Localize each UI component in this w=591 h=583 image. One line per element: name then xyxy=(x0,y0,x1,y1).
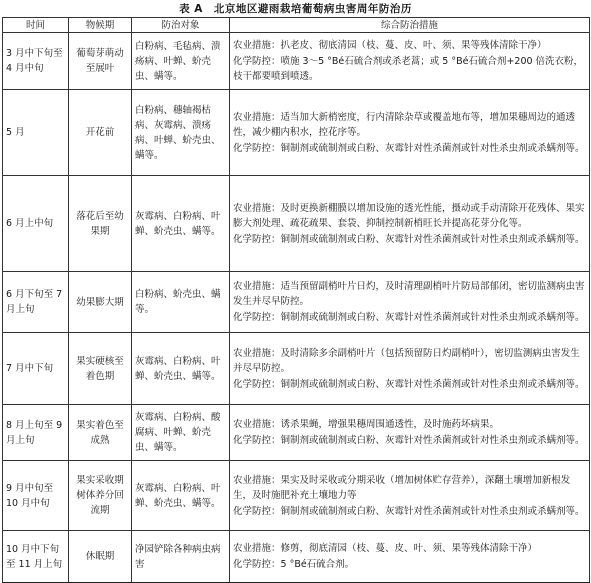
measures-cell xyxy=(230,461,590,531)
table-row xyxy=(3,461,590,531)
agri-measure: 农业措施：扒老皮、彻底清园（枝、蔓、皮、叶、须、果等残体清除干净） xyxy=(233,40,547,51)
chem-measure: 化学防控：铜制剂或硫制剂或白粉、灰霉针对性杀菌剂或针对性杀虫剂或杀螨剂等。 xyxy=(233,312,585,323)
targets-cell: 白粉病、毛毡病、溃疡病、叶蝉、蚧壳虫、螨等。 xyxy=(132,33,230,90)
measures-cell xyxy=(230,333,590,405)
targets-cell: 灰霉病、白粉病、叶蝉、蚧壳虫、螨等。 xyxy=(132,333,230,405)
targets-cell: 白粉病、穗轴褐枯病、灰霉病、溃疡病、叶蝉、蚧壳虫、螨等。 xyxy=(132,90,230,176)
agri-measure: 农业措施：适当加大新梢密度，行内清除杂草或覆盖地布等，增加果穗周边的通透性，减少棚内积水，控花序等。 xyxy=(233,111,576,138)
table-row xyxy=(3,405,590,461)
period-cell: 8 月上旬至 9 月上旬 xyxy=(3,405,69,461)
table-row xyxy=(3,333,590,405)
table-row xyxy=(3,176,590,272)
measures-cell xyxy=(230,531,590,583)
header-row xyxy=(3,18,590,33)
period-cell: 6 月上中旬 xyxy=(3,176,69,272)
chem-measure: 化学防控：铜制剂或硫制剂或白粉、灰霉针对性杀菌剂或针对性杀虫剂或杀螨剂等。 xyxy=(233,378,585,390)
measures-cell xyxy=(230,405,590,461)
table-row xyxy=(3,90,590,176)
agri-measure: 农业措施：及时清除多余副梢叶片（包括预留防日灼副梢叶），密切监测病虫害发生并尽早防控。 xyxy=(233,347,580,374)
agri-measure: 农业措施：修剪，彻底清园（枝、蔓、皮、叶、须、果等残体清除干净） xyxy=(233,543,538,554)
table-caption: 表 A 北京地区避雨栽培葡萄病虫害周年防治历 xyxy=(179,3,412,15)
period-cell: 10 月中下旬至 11 月上旬 xyxy=(3,531,69,583)
stage-cell: 果实硬核至着色期 xyxy=(69,333,132,405)
chem-measure: 化学防控：5 °Bé石硫合剂。 xyxy=(233,559,355,570)
stage-cell: 开花前 xyxy=(69,90,132,176)
period-cell: 3 月中下旬至 4 月中旬 xyxy=(3,33,69,90)
targets-cell: 净园铲除各种病虫病害 xyxy=(132,531,230,583)
header-targets: 防治对象 xyxy=(132,18,230,33)
targets-cell: 灰霉病、白粉病、酸腐病、叶蝉、蚧壳虫、螨等。 xyxy=(132,405,230,461)
table-row xyxy=(3,531,590,583)
table-row xyxy=(3,33,590,90)
header-measures: 综合防治措施 xyxy=(230,18,590,33)
period-cell: 6 月下旬至 7 月上旬 xyxy=(3,272,69,333)
stage-cell: 落花后至幼果期 xyxy=(69,176,132,272)
period-cell: 7 月中下旬 xyxy=(3,333,69,405)
measures-cell xyxy=(230,272,590,333)
measures-cell xyxy=(230,33,590,90)
period-cell: 5 月 xyxy=(3,90,69,176)
agri-measure: 农业措施：适当预留副梢叶片日灼，及时清理副梢叶片防局部郁闭，密切监测病虫害发生并尽早防控。 xyxy=(233,281,585,307)
stage-cell: 幼果膨大期 xyxy=(69,272,132,333)
header-stage: 物候期 xyxy=(69,18,132,33)
measures-cell xyxy=(230,90,590,176)
targets-cell: 灰霉病、白粉病、叶蝉、蚧壳虫、螨等。 xyxy=(132,461,230,531)
stage-cell: 休眠期 xyxy=(69,531,132,583)
period-cell: 9 月中旬至 10 月中旬 xyxy=(3,461,69,531)
chem-measure: 化学防控：铜制剂或硫制剂或白粉、灰霉针对性杀菌剂或针对性杀虫剂或杀螨剂等。 xyxy=(233,505,585,517)
chem-measure: 化学防控：铜制剂或硫制剂或白粉、灰霉针对性杀菌剂或针对性杀虫剂或杀螨剂等。 xyxy=(233,233,585,245)
header-period: 时间 xyxy=(3,18,69,33)
measures-cell xyxy=(230,176,590,272)
chem-measure: 化学防控：铜制剂或硫制剂或白粉、灰霉针对性杀菌剂或针对性杀虫剂或杀螨剂等。 xyxy=(233,435,585,446)
chem-measure: 化学防控：铜制剂或硫制剂或白粉、灰霉针对性杀菌剂或针对性杀虫剂或杀螨剂等。 xyxy=(233,142,585,154)
agri-measure: 农业措施：及时更换新棚膜以增加设施的透光性能，摄动或手动清除开花残体、果实膨大剂处理、疏花疏果、套袋、抑制控制新梢旺长并提高花芽分化等。 xyxy=(233,202,585,229)
targets-cell: 灰霉病、白粉病、叶蝉、蚧壳虫、螨等。 xyxy=(132,176,230,272)
targets-cell: 白粉病、蚧壳虫、螨等。 xyxy=(132,272,230,333)
stage-cell: 果实采收期树体养分回流期 xyxy=(69,461,132,531)
prevention-calendar-table xyxy=(2,17,590,583)
stage-cell: 果实着色至成熟 xyxy=(69,405,132,461)
chem-measure: 化学防控：喷施 3～5 °Bé石硫合剂或杀老蒿；或 5 °Bé石硫合剂+200 倍洗衣粉，枝干都要喷到喷透。 xyxy=(233,56,584,82)
agri-measure: 农业措施：诱杀果蝇，增强果穗周围通透性，及时施药坏病果。 xyxy=(233,419,500,430)
table-row xyxy=(3,272,590,333)
agri-measure: 农业措施：果实及时采收或分期采收（增加树体贮存营养），深翻土壤增加新根发生，及时施肥补充土壤地力等 xyxy=(233,474,571,501)
stage-cell: 葡萄芽萌动至展叶 xyxy=(69,33,132,90)
